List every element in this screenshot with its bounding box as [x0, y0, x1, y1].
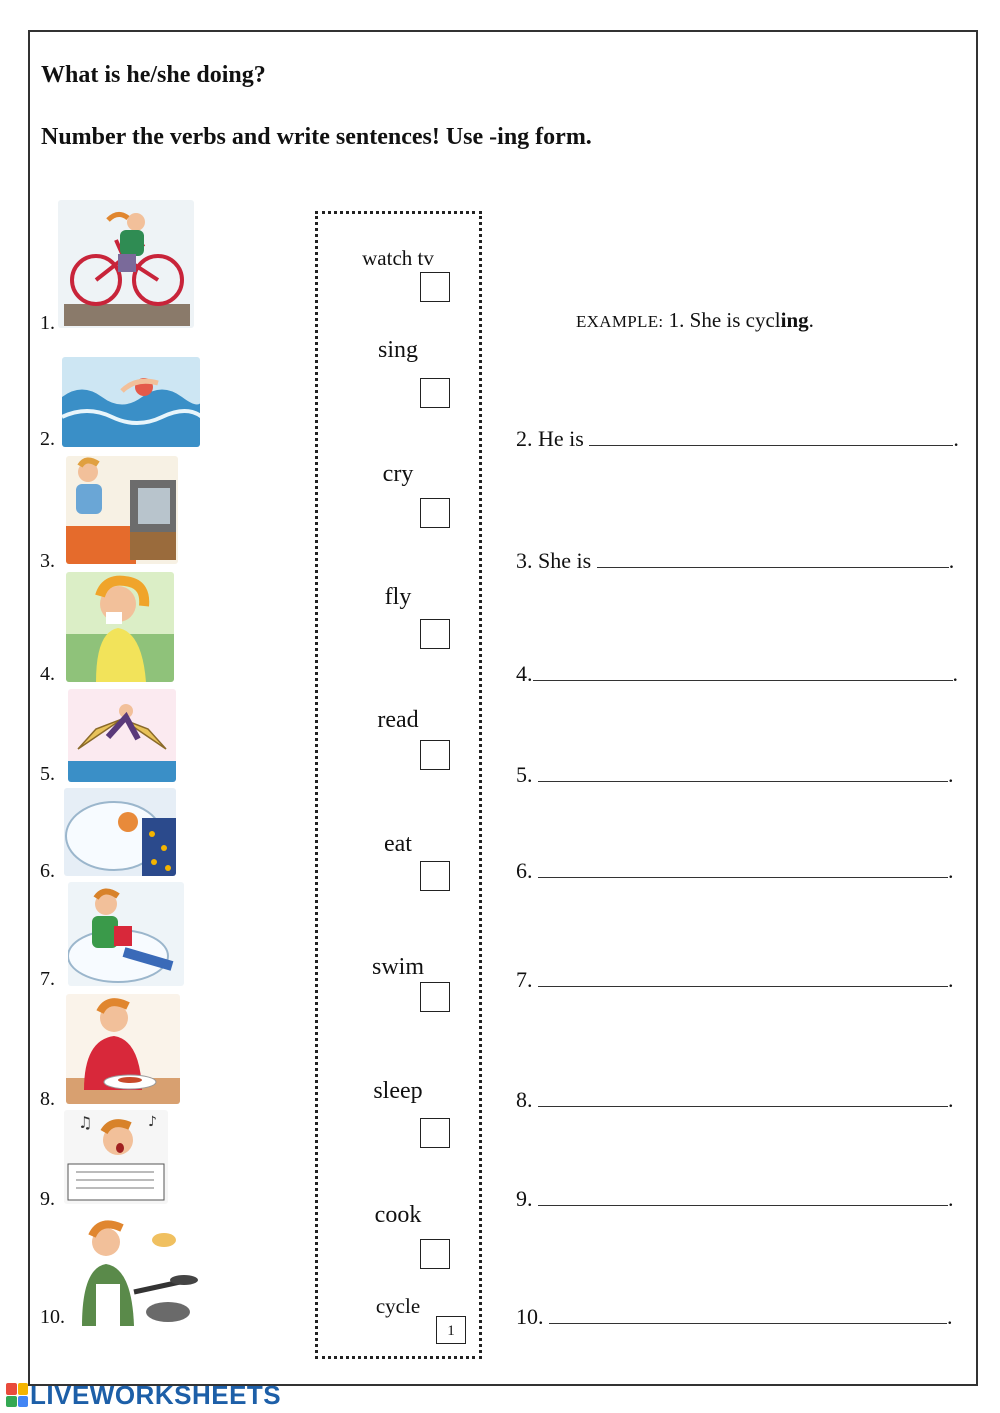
sentence-row	[516, 762, 954, 788]
sentence-row	[516, 858, 954, 884]
example-prefix: 1. She is cycl	[668, 308, 781, 332]
number-box-watch-tv[interactable]	[420, 272, 450, 302]
picture-number-5: 5.	[40, 763, 55, 785]
answer-blank[interactable]	[533, 662, 953, 681]
example-sentence	[576, 308, 814, 333]
logo-text: LIVEWORKSHEETS	[30, 1379, 282, 1410]
example-ending: ing	[780, 308, 809, 332]
verb-label: fly	[384, 584, 412, 610]
verb-label: read	[377, 707, 419, 733]
number-box-swim[interactable]	[420, 982, 450, 1012]
answer-blank[interactable]	[549, 1305, 947, 1324]
number-box-sleep[interactable]	[420, 1118, 450, 1148]
picture-number-8: 8.	[40, 1088, 55, 1110]
swimmer-icon	[62, 357, 200, 447]
picture-number-9: 9.	[40, 1188, 55, 1210]
answer-blank[interactable]	[538, 859, 948, 878]
flying-man-icon	[68, 689, 176, 782]
sentence-prefix: 8.	[516, 1087, 538, 1112]
sentence-prefix: 5.	[516, 762, 538, 787]
sentence-period: .	[953, 426, 959, 451]
number-box-eat[interactable]	[420, 861, 450, 891]
sentence-prefix: 3. She is	[516, 548, 597, 573]
sentence-period: .	[948, 1087, 954, 1112]
number-box-cycle[interactable]: 1	[436, 1316, 466, 1344]
picture-number-1: 1.	[40, 312, 55, 334]
answer-blank[interactable]	[589, 427, 953, 446]
watching-tv-icon	[66, 456, 178, 564]
sentence-prefix: 10.	[516, 1304, 549, 1329]
answer-blank[interactable]	[538, 763, 948, 782]
number-box-cook[interactable]	[420, 1239, 450, 1269]
sentence-row	[516, 1304, 953, 1330]
example-caption: EXAMPLE:	[576, 312, 664, 331]
eating-icon	[66, 994, 180, 1104]
picture-number-7: 7.	[40, 968, 55, 990]
worksheet-question: What is he/she doing?	[41, 62, 266, 88]
liveworksheets-logo[interactable]	[6, 1380, 281, 1410]
sentence-period: .	[947, 1304, 953, 1329]
picture-number-6: 6.	[40, 860, 55, 882]
sentence-period: .	[952, 661, 958, 686]
example-period: .	[808, 308, 814, 332]
singing-icon	[64, 1110, 168, 1204]
sentence-row	[516, 661, 958, 687]
svg-text:♪: ♪	[148, 1114, 157, 1130]
verb-label: cry	[382, 461, 414, 487]
sentence-prefix: 2. He is	[516, 426, 590, 451]
answer-blank[interactable]	[538, 1187, 948, 1206]
logo-mark-icon	[6, 1383, 28, 1407]
picture-number-3: 3.	[40, 550, 55, 572]
crying-girl-icon	[66, 572, 174, 682]
verb-label: cook	[374, 1202, 422, 1228]
verb-label: swim	[371, 954, 424, 980]
cooking-icon	[76, 1212, 202, 1326]
verb-label: eat	[384, 831, 412, 857]
reading-icon	[68, 882, 184, 986]
sentence-period: .	[948, 762, 954, 787]
verb-label: cycle	[375, 1294, 421, 1318]
sentence-prefix: 9.	[516, 1186, 538, 1211]
picture-number-2: 2.	[40, 428, 55, 450]
sentence-period: .	[948, 858, 954, 883]
sentence-row	[516, 548, 954, 574]
sleeping-icon	[64, 788, 176, 876]
cyclist-icon	[58, 200, 194, 328]
verb-label: sleep	[373, 1078, 423, 1104]
number-box-cry[interactable]	[420, 498, 450, 528]
sentence-row	[516, 426, 959, 452]
picture-number-4: 4.	[40, 663, 55, 685]
sentence-period: .	[948, 967, 954, 992]
worksheet-instruction: Number the verbs and write sentences! Use -ing form.	[41, 124, 592, 150]
verb-label: sing	[377, 337, 418, 363]
sentence-row	[516, 1087, 954, 1113]
answer-blank[interactable]	[538, 968, 948, 987]
verb-label: watch tv	[362, 246, 434, 270]
number-box-fly[interactable]	[420, 619, 450, 649]
sentence-prefix: 6.	[516, 858, 538, 883]
sentence-period: .	[948, 548, 955, 573]
sentence-prefix: 7.	[516, 967, 538, 992]
answer-blank[interactable]	[538, 1088, 948, 1107]
sentence-prefix: 4.	[516, 661, 533, 686]
sentence-row	[516, 967, 954, 993]
verb-list-box	[315, 211, 482, 1359]
svg-text:♫: ♫	[78, 1113, 93, 1132]
sentence-row	[516, 1186, 954, 1212]
sentence-period: .	[948, 1186, 954, 1211]
number-box-read[interactable]	[420, 740, 450, 770]
picture-number-10: 10.	[40, 1306, 65, 1328]
answer-blank[interactable]	[597, 549, 949, 568]
number-box-sing[interactable]	[420, 378, 450, 408]
